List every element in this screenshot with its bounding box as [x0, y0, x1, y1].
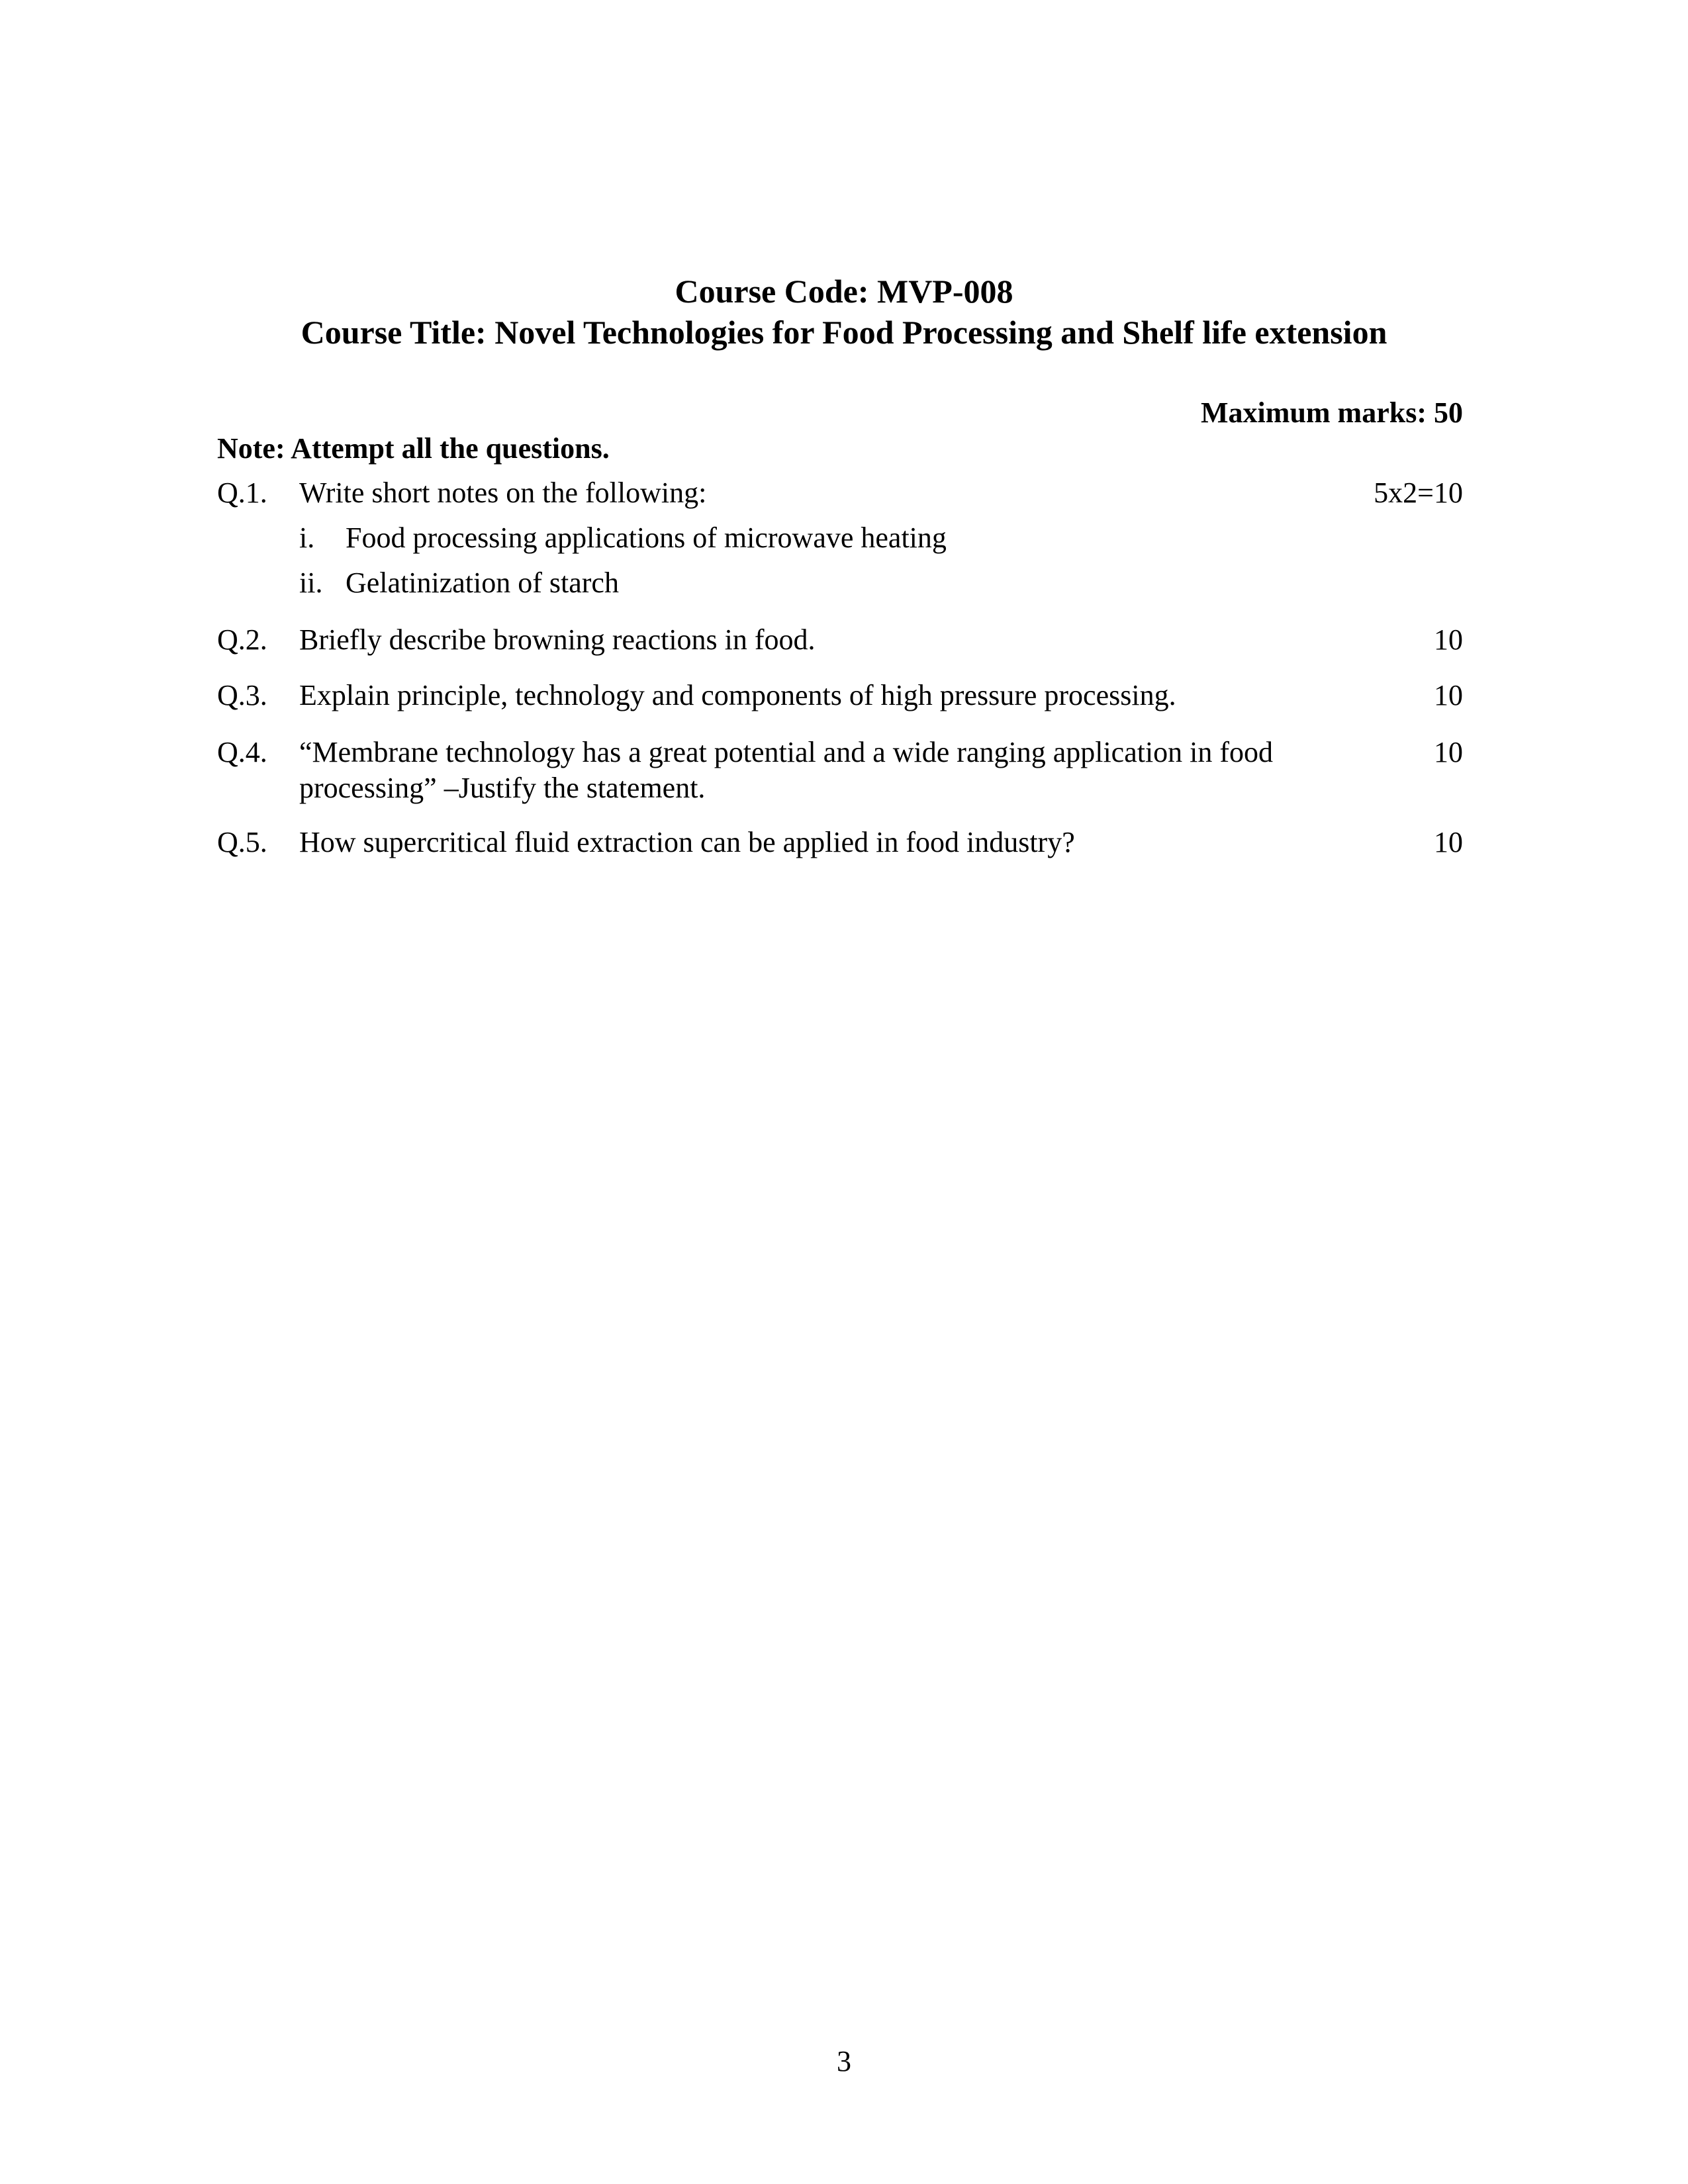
- question-marks: 10: [1434, 736, 1463, 768]
- question-marks: 10: [1434, 826, 1463, 858]
- subitem-1: [299, 520, 947, 556]
- question-marks: 10: [1434, 623, 1463, 656]
- course-title-heading: Course Title: Novel Technologies for Food Processing and Shelf life extension: [301, 314, 1387, 351]
- question-number: Q.1.: [217, 477, 267, 509]
- subitem-number: ii.: [299, 567, 323, 599]
- question-marks: 5x2=10: [1374, 477, 1463, 509]
- question-text: Write short notes on the following:: [299, 477, 707, 509]
- question-text: Briefly describe browning reactions in food.: [299, 623, 816, 656]
- subitem-2: [299, 565, 619, 601]
- question-marks: 10: [1434, 679, 1463, 711]
- maximum-marks: Maximum marks: 50: [1201, 396, 1463, 429]
- question-text: “Membrane technology has a great potential and a wide ranging application in food processing” –Justify the statement.: [299, 736, 1274, 804]
- question-number: Q.3.: [217, 679, 267, 711]
- subitem-number: i.: [299, 522, 315, 554]
- subitem-text: Gelatinization of starch: [346, 567, 619, 599]
- course-code-heading: Course Code: MVP-008: [675, 273, 1013, 310]
- question-text: Explain principle, technology and components of high pressure processing.: [299, 679, 1176, 711]
- page-number: 3: [837, 2045, 851, 2077]
- instructions-note: Note: Attempt all the questions.: [217, 432, 610, 465]
- question-number: Q.4.: [217, 736, 267, 768]
- question-number: Q.5.: [217, 826, 267, 858]
- question-text: How supercritical fluid extraction can be applied in food industry?: [299, 826, 1075, 858]
- subitem-text: Food processing applications of microwave heating: [346, 522, 947, 554]
- question-number: Q.2.: [217, 623, 267, 656]
